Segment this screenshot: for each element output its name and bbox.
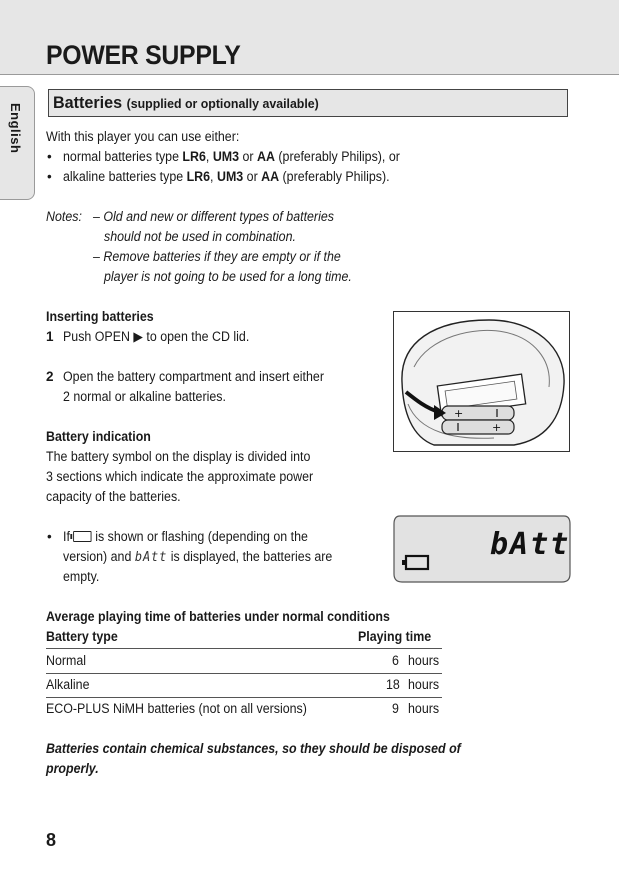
table-row-hours: 18 [386, 677, 400, 692]
table-rule [46, 673, 442, 674]
bullet-alkaline: alkaline batteries type LR6, UM3 or AA (preferably Philips). [63, 169, 390, 184]
indication-line2: 3 sections which indicate the approximate power [46, 469, 314, 484]
table-row-hours: 9 [392, 701, 399, 716]
language-tab-label: English [8, 103, 23, 154]
step-2-line1: Open the battery compartment and insert either [63, 369, 324, 384]
battery-symbol-icon [73, 531, 91, 542]
batt-display-word: bAtt [134, 550, 168, 565]
table-rule [46, 648, 442, 649]
warning-line1: Batteries contain chemical substances, so they should be disposed of [46, 741, 461, 756]
svg-text:+: + [492, 421, 502, 434]
inserting-heading: Inserting batteries [46, 309, 154, 324]
table-row-hours: 6 [392, 653, 399, 668]
table-title: Average playing time of batteries under normal conditions [46, 609, 390, 624]
note-2-line2: player is not going to be used for a long time. [104, 269, 352, 284]
step-number: 2 [46, 369, 54, 384]
step-2-line2: 2 normal or alkaline batteries. [63, 389, 226, 404]
section-subtitle: (supplied or optionally available) [126, 96, 319, 111]
indication-line3: capacity of the batteries. [46, 489, 181, 504]
page-title: POWER SUPPLY [46, 40, 241, 70]
lcd-display-drawing [392, 514, 572, 584]
indication-heading: Battery indication [46, 429, 151, 444]
table-row-unit: hours [408, 653, 440, 668]
bullet-normal: normal batteries type LR6, UM3 or AA (preferably Philips), or [63, 149, 400, 164]
table-row-unit: hours [408, 677, 440, 692]
lcd-display [392, 514, 572, 584]
indication-bullet-line1: If is shown or flashing (depending on the [63, 529, 308, 544]
table-row-type: Normal [46, 653, 87, 668]
table-header-type: Battery type [46, 629, 118, 644]
bullet-dot: • [47, 149, 52, 164]
page-number: 8 [46, 830, 57, 850]
table-rule [46, 697, 442, 698]
intro-text: With this player you can use either: [46, 129, 240, 144]
table-row-type: ECO-PLUS NiMH batteries (not on all versions) [46, 701, 307, 716]
bullet-dot: • [47, 529, 52, 544]
bullet-dot: • [47, 169, 52, 184]
table-row-type: Alkaline [46, 677, 90, 692]
note-1-line1: – Old and new or different types of batteries [93, 209, 334, 224]
table-header-time: Playing time [358, 629, 432, 644]
section-heading-box [48, 89, 568, 117]
section-title: Batteries [53, 93, 123, 112]
warning-line2: properly. [46, 761, 99, 776]
indication-line1: The battery symbol on the display is divided into [46, 449, 311, 464]
battery-compartment-drawing [394, 312, 570, 452]
indication-bullet-line2: version) and bAtt is displayed, the batteries are [63, 547, 332, 568]
note-1-line2: should not be used in combination. [104, 229, 296, 244]
language-tab [0, 86, 35, 200]
svg-text:+: + [454, 407, 464, 420]
battery-compartment-illustration [393, 311, 570, 452]
notes-label: Notes: [46, 209, 82, 224]
note-2-line1: – Remove batteries if they are empty or if the [93, 249, 341, 264]
table-row-unit: hours [408, 701, 440, 716]
lcd-batt-text: bAtt [490, 527, 571, 562]
step-1-text: Push OPEN ▶ to open the CD lid. [63, 329, 250, 344]
indication-bullet-line3: empty. [63, 569, 100, 584]
step-number: 1 [46, 329, 54, 344]
